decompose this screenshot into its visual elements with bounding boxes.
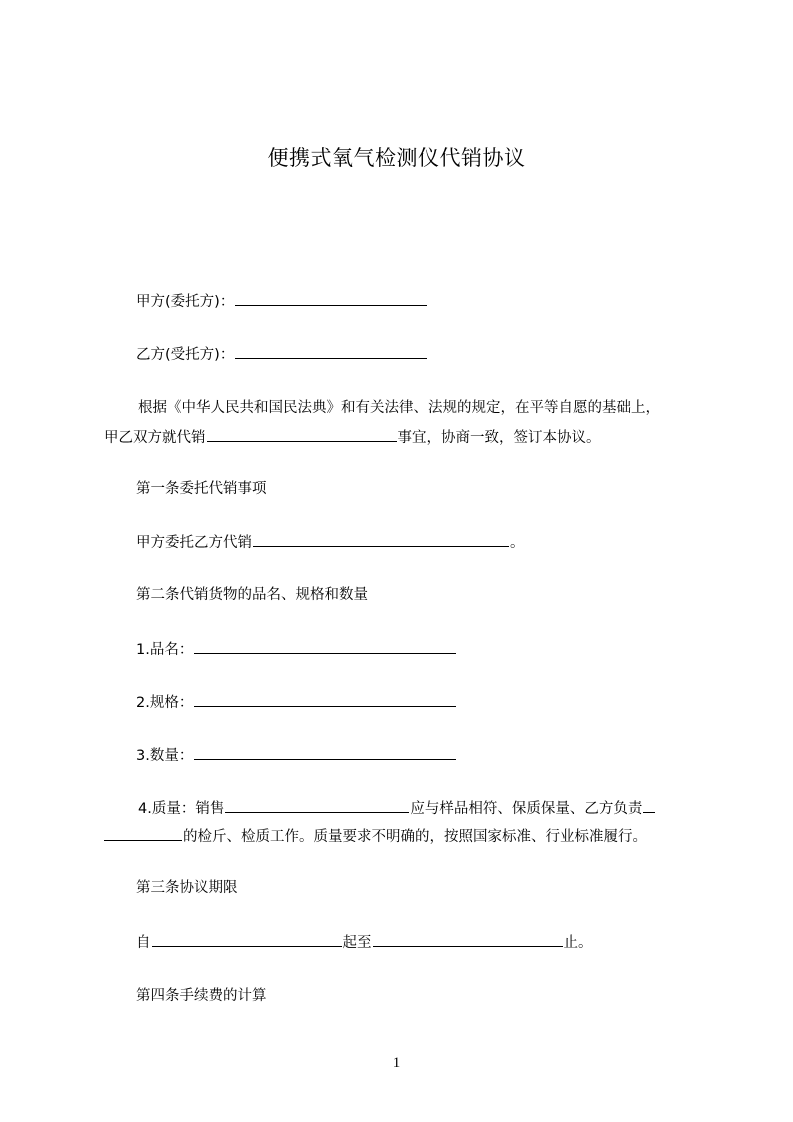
article-1-prefix: 甲方委托乙方代销	[136, 535, 252, 551]
quality-party-blank-1	[643, 798, 655, 813]
item-spec-label: 2.规格：	[136, 695, 194, 711]
item-spec-blank	[194, 692, 456, 707]
page-number: 1	[392, 1055, 401, 1071]
term-start-blank	[152, 932, 342, 947]
term-prefix: 自	[136, 935, 151, 951]
term-middle: 起至	[342, 935, 372, 951]
term-suffix: 止。	[563, 935, 593, 951]
intro-line-1: 根据《中华人民共和国民法典》和有关法律、法规的规定，在平等自愿的基础上，	[138, 400, 660, 416]
article-3-heading: 第三条协议期限	[136, 880, 238, 896]
item-quality-line-2-suffix: 的检斤、检质工作。质量要求不明确的，按照国家标准、行业标准履行。	[183, 829, 647, 845]
consign-goods-blank	[253, 532, 509, 547]
article-1-heading: 第一条委托代销事项	[136, 481, 267, 497]
item-name-blank	[194, 639, 456, 654]
item-name-line	[136, 639, 457, 660]
term-end-blank	[373, 932, 563, 947]
product-blank	[207, 427, 397, 442]
party-a-blank	[235, 291, 427, 306]
party-b-blank	[235, 344, 427, 359]
item-quality-line-2	[104, 826, 647, 847]
item-name-label: 1.品名：	[136, 642, 194, 658]
item-quantity-label: 3.数量：	[136, 748, 194, 764]
quality-party-blank-2	[104, 826, 182, 841]
item-spec-line	[136, 692, 457, 713]
article-4-heading: 第四条手续费的计算	[136, 988, 267, 1004]
item-quality-line-1	[138, 798, 656, 819]
intro-line-2-suffix: 事宜，协商一致，签订本协议。	[397, 430, 601, 446]
article-2-heading: 第二条代销货物的品名、规格和数量	[136, 587, 368, 603]
party-a-label: 甲方(委托方)：	[136, 294, 235, 310]
party-b-label: 乙方(受托方)：	[136, 347, 235, 363]
term-line	[136, 932, 593, 953]
party-a-line	[136, 291, 428, 312]
quality-goods-blank	[225, 798, 409, 813]
item-quality-middle: 应与样品相符、保质保量、乙方负责	[410, 801, 643, 817]
item-quantity-blank	[194, 745, 456, 760]
intro-line-2	[104, 427, 601, 448]
party-b-line	[136, 344, 428, 365]
intro-line-2-prefix: 甲乙双方就代销	[104, 430, 206, 446]
document-title: 便携式氧气检测仪代销协议	[267, 146, 526, 170]
item-quality-prefix: 4.质量：销售	[138, 801, 225, 817]
item-quantity-line	[136, 745, 457, 766]
article-1-text	[136, 532, 525, 553]
article-1-suffix: 。	[510, 535, 525, 551]
